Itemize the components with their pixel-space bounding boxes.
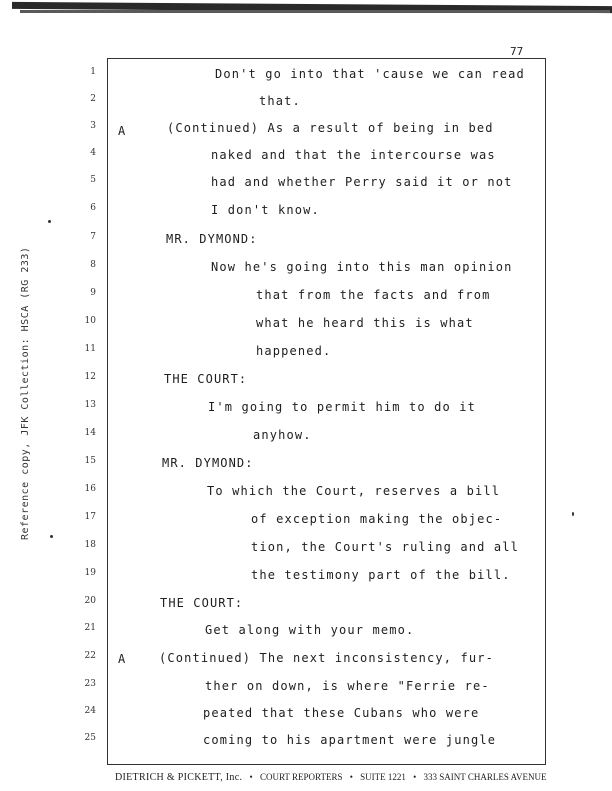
- transcript-line: naked and that the intercourse was: [211, 148, 496, 162]
- line-number: 12: [84, 372, 96, 382]
- line-number: 2: [90, 94, 96, 104]
- speaker-label: THE COURT:: [160, 596, 244, 610]
- scan-speck: [48, 220, 51, 223]
- footer-separator-dot: •: [349, 772, 353, 782]
- transcript-line: I don't know.: [211, 203, 320, 217]
- transcript-line: peated that these Cubans who were: [203, 706, 480, 720]
- line-number: 25: [84, 733, 96, 743]
- speaker-label: MR. DYMOND:: [162, 456, 254, 470]
- page-number: 77: [510, 45, 524, 58]
- footer-address: 333 SAINT CHARLES AVENUE: [423, 772, 547, 782]
- transcript-line: of exception making the objec-: [251, 512, 503, 526]
- line-number: 8: [90, 260, 96, 270]
- line-number: 18: [84, 540, 96, 550]
- line-number: 3: [90, 121, 96, 131]
- line-number: 1: [90, 67, 96, 77]
- line-number: 11: [84, 344, 96, 354]
- transcript-line: tion, the Court's ruling and all: [251, 540, 519, 554]
- footer-separator-dot: •: [413, 772, 417, 782]
- line-number: 5: [90, 175, 96, 185]
- transcript-line: that from the facts and from: [256, 288, 491, 302]
- line-number: 10: [84, 316, 96, 326]
- line-number: 9: [90, 288, 96, 298]
- transcript-line: Don't go into that 'cause we can read: [215, 67, 525, 81]
- line-number: 20: [84, 596, 96, 606]
- answer-mark: A: [118, 124, 126, 138]
- speaker-label: THE COURT:: [164, 372, 248, 386]
- line-number: 4: [90, 148, 96, 158]
- transcript-line: happened.: [256, 344, 332, 358]
- transcript-line: what he heard this is what: [256, 316, 474, 330]
- transcript-line: To which the Court, reserves a bill: [207, 484, 501, 498]
- transcript-line: (Continued) The next inconsistency, fur-: [159, 651, 494, 665]
- footer-separator-dot: •: [249, 772, 253, 782]
- transcript-line: ther on down, is where "Ferrie re-: [205, 679, 490, 693]
- footer-role: COURT REPORTERS: [259, 772, 343, 782]
- line-number: 7: [90, 232, 96, 242]
- transcript-line: had and whether Perry said it or not: [211, 175, 513, 189]
- line-number: 19: [84, 568, 96, 578]
- line-number: 17: [84, 512, 96, 522]
- line-number: 23: [84, 679, 96, 689]
- scan-speck: [50, 535, 53, 538]
- firm-name: DIETRICH & PICKETT, Inc.: [115, 772, 243, 783]
- answer-mark: A: [118, 652, 126, 666]
- line-number: 6: [90, 203, 96, 213]
- line-number: 14: [84, 428, 96, 438]
- transcript-line: Now he's going into this man opinion: [211, 260, 513, 274]
- reporter-footer: [115, 772, 546, 783]
- line-number: 13: [84, 400, 96, 410]
- scan-speck: [572, 512, 574, 516]
- archive-stamp: Reference copy, JFK Collection: HSCA (RG 233): [20, 246, 31, 540]
- transcript-line: (Continued) As a result of being in bed: [167, 121, 494, 135]
- transcript-line: I'm going to permit him to do it: [208, 400, 476, 414]
- transcript-line: that.: [259, 94, 301, 108]
- transcript-line: coming to his apartment were jungle: [203, 733, 497, 747]
- line-number: 22: [84, 651, 96, 661]
- line-number: 16: [84, 484, 96, 494]
- transcript-line: anyhow.: [253, 428, 312, 442]
- footer-suite: SUITE 1221: [360, 772, 406, 782]
- scan-edge-shadow: [20, 10, 610, 13]
- line-number: 24: [84, 706, 96, 716]
- line-number: 21: [84, 623, 96, 633]
- transcript-line: Get along with your memo.: [205, 623, 415, 637]
- transcript-line: the testimony part of the bill.: [251, 568, 511, 582]
- line-number: 15: [84, 456, 96, 466]
- speaker-label: MR. DYMOND:: [166, 232, 258, 246]
